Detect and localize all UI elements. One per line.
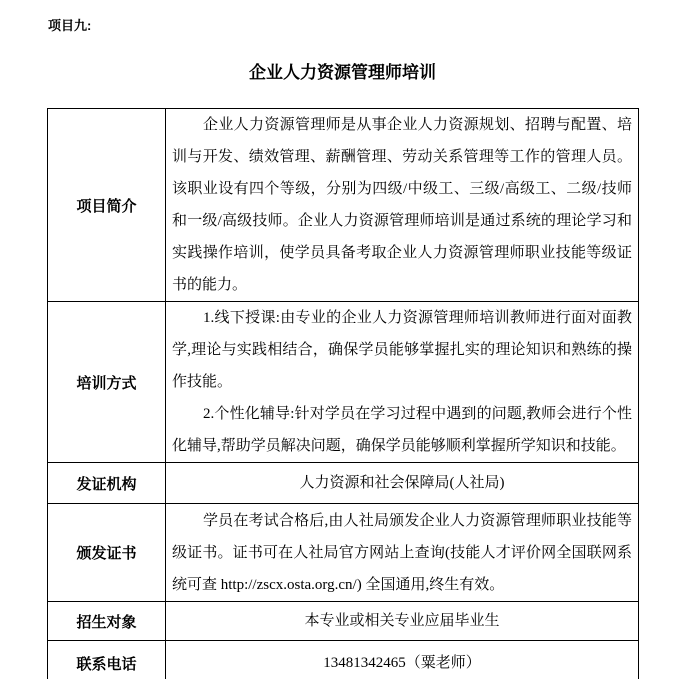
intro-paragraph: 企业人力资源管理师是从事企业人力资源规划、招聘与配置、培训与开发、绩效管理、薪酬管理、劳动关系管理等工作的管理人员。该职业设有四个等级，分别为四级/中级工、三级/高级工、二级/技师和一级/高级技师。企业人力资源管理师培训是通过系统的理论学习和实践操作培训，使学员具备考取企业人力资源管理师职业技能等级证书的能力。	[172, 117, 632, 293]
row-header-phone: 联系电话	[48, 641, 166, 679]
table-row-intro	[48, 109, 639, 302]
row-content-phone	[166, 641, 639, 679]
row-content-target	[166, 602, 639, 641]
table-row-method	[48, 302, 639, 463]
phone-value: 13481342465（粟老师）	[323, 655, 481, 671]
table-row-agency	[48, 463, 639, 504]
method-paragraph-2: 2.个性化辅导:针对学员在学习过程中遇到的问题,教师会进行个性化辅导,帮助学员解决问题，确保学员能够顺利掌握所学知识和技能。	[172, 406, 632, 454]
project-info-table	[47, 108, 639, 679]
row-header-agency: 发证机构	[48, 463, 166, 504]
method-paragraph-1: 1.线下授课:由专业的企业人力资源管理师培训教师进行面对面教学,理论与实践相结合，确保学员能够掌握扎实的理论知识和熟练的操作技能。	[172, 310, 632, 390]
row-content-intro	[166, 109, 639, 302]
project-label: 项目九:	[48, 18, 92, 33]
table-row-target	[48, 602, 639, 641]
table-row-certificate	[48, 504, 639, 602]
row-content-method	[166, 302, 639, 463]
page-title: 企业人力资源管理师培训	[249, 63, 436, 82]
row-header-certificate: 颁发证书	[48, 504, 166, 602]
agency-value: 人力资源和社会保障局(人社局)	[299, 475, 505, 491]
target-value: 本专业或相关专业应届毕业生	[304, 613, 500, 629]
row-header-intro: 项目简介	[48, 109, 166, 302]
table-row-phone	[48, 641, 639, 679]
row-content-certificate	[166, 504, 639, 602]
row-content-agency	[166, 463, 639, 504]
row-header-target: 招生对象	[48, 602, 166, 641]
row-header-method: 培训方式	[48, 302, 166, 463]
certificate-paragraph: 学员在考试合格后,由人社局颁发企业人力资源管理师职业技能等级证书。证书可在人社局官方网站上查询(技能人才评价网全国联网系统可查 http://zscx.osta.org.cn/) 全国通用,终生有效。	[172, 512, 632, 593]
